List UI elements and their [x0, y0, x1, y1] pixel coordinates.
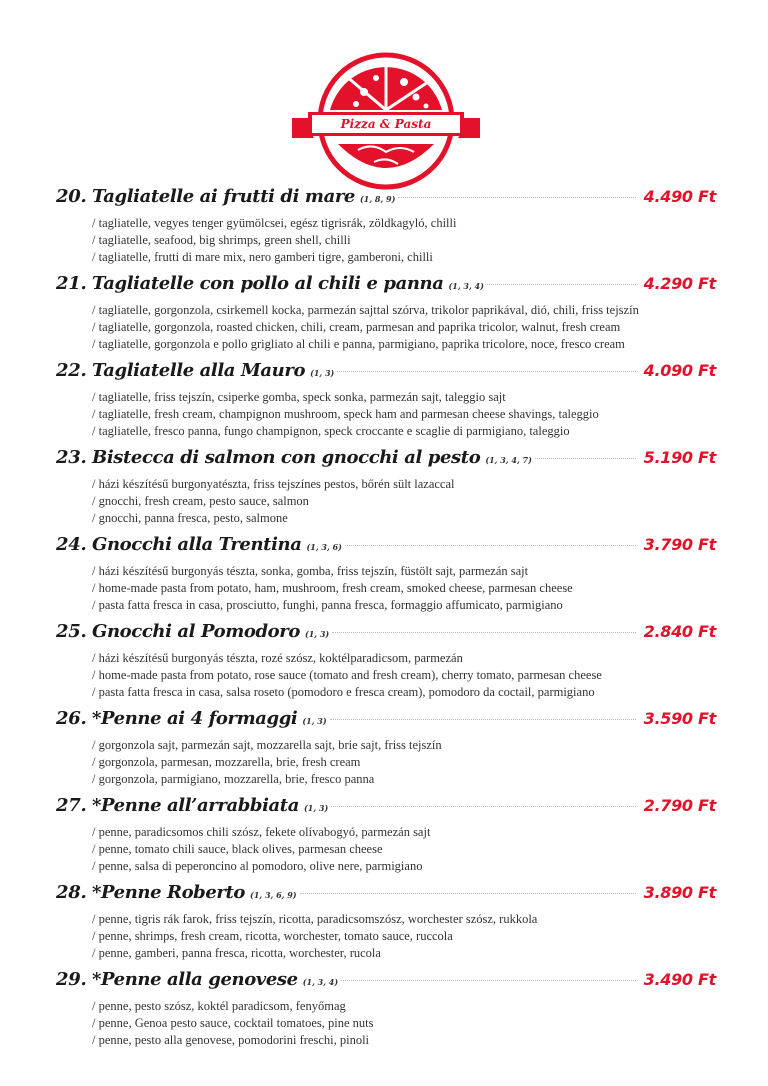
item-allergens: (1, 3, 6, 9)	[250, 890, 297, 900]
item-spacer	[56, 353, 716, 360]
item-allergens: (1, 3, 4)	[448, 281, 484, 291]
item-allergens: (1, 8, 9)	[359, 194, 396, 204]
menu-item-header	[56, 621, 716, 650]
dotted-leader	[330, 719, 636, 720]
menu-item	[56, 186, 716, 273]
item-description-line: / penne, salsa di peperoncino al pomodoro, olive nere, parmigiano	[92, 859, 423, 873]
menu-item	[56, 534, 716, 621]
item-price: 3.790 Ft	[643, 535, 716, 554]
item-spacer	[56, 440, 716, 447]
item-description-line: / gnocchi, fresh cream, pesto sauce, salmon	[92, 494, 309, 508]
item-allergens: (1, 3, 6)	[306, 542, 342, 552]
item-allergens: (1, 3, 4)	[302, 977, 339, 987]
menu-item-header	[56, 186, 716, 215]
item-name: Gnocchi al Pomodoro	[92, 621, 300, 642]
item-description-line: / penne, Genoa pesto sauce, cocktail tomatoes, pine nuts	[92, 1016, 374, 1030]
item-description-line: / penne, tomato chili sauce, black olives, parmesan cheese	[92, 842, 383, 856]
item-name: *Penne ai 4 formaggi	[92, 708, 298, 729]
menu-item	[56, 447, 716, 534]
item-price: 5.190 Ft	[643, 448, 716, 467]
dotted-leader	[535, 458, 636, 459]
logo-text: Pizza & Pasta	[340, 117, 432, 131]
dotted-leader	[300, 893, 636, 894]
item-number: 29.	[56, 969, 87, 990]
menu-item-header	[56, 273, 716, 302]
dotted-leader	[337, 371, 636, 372]
menu-item-header	[56, 795, 716, 824]
item-description-line: / tagliatelle, gorgonzola, csirkemell kocka, parmezán sajttal szórva, trikolor paprikával, dió, chili, friss tejszín	[92, 303, 639, 317]
item-description-line: / házi készítésű burgonyás tészta, rozé szósz, koktélparadicsom, parmezán	[92, 651, 463, 665]
item-price: 3.890 Ft	[643, 883, 716, 902]
item-description-line: / penne, pesto alla genovese, pomodorini freschi, pinoli	[92, 1033, 370, 1047]
menu-item	[56, 360, 716, 447]
item-allergens: (1, 3)	[310, 368, 335, 378]
item-name: Gnocchi alla Trentina	[92, 534, 302, 555]
item-name: *Penne alla genovese	[92, 969, 298, 990]
item-number: 23.	[56, 447, 87, 468]
item-description-line: / penne, shrimps, fresh cream, ricotta, worchester, tomato sauce, ruccola	[92, 929, 453, 943]
item-price: 3.490 Ft	[643, 970, 716, 989]
menu-list	[56, 186, 716, 1049]
item-description-line: / házi készítésű burgonyás tészta, sonka, gomba, friss tejszín, füstölt sajt, parmezán sajt	[92, 564, 529, 578]
item-number: 25.	[56, 621, 87, 642]
item-price: 4.090 Ft	[643, 361, 716, 380]
item-description-line: / tagliatelle, fresh cream, champignon mushroom, speck ham and parmesan cheese shavings, taleggio	[92, 407, 599, 421]
menu-item-header	[56, 882, 716, 911]
item-allergens: (1, 3)	[303, 803, 329, 813]
item-description-line: / gorgonzola sajt, parmezán sajt, mozzarella sajt, brie sajt, friss tejszín	[92, 738, 442, 752]
menu-item-header	[56, 360, 716, 389]
item-description-line: / tagliatelle, gorgonzola e pollo grigliato al chili e panna, parmigiano, paprika tricolore, noce, fresco cream	[92, 337, 625, 351]
dotted-leader	[398, 197, 636, 198]
item-spacer	[56, 614, 716, 621]
item-description-line: / tagliatelle, seafood, big shrimps, green shell, chilli	[92, 233, 351, 247]
item-name: Tagliatelle ai frutti di mare	[92, 186, 355, 207]
item-price: 4.290 Ft	[643, 274, 716, 293]
item-description-line: / pasta fatta fresca in casa, salsa roseto (pomodoro e fresca cream), pomodoro da coctail, parmigiano	[92, 685, 595, 699]
item-name: *Penne Roberto	[92, 882, 246, 903]
item-allergens: (1, 3)	[302, 716, 327, 726]
item-name: Bistecca di salmon con gnocchi al pesto	[92, 447, 481, 468]
item-description-line: / tagliatelle, fresco panna, fungo champignon, speck croccante e scaglie di parmigiano, taleggio	[92, 424, 570, 438]
item-description-line: / penne, tigris rák farok, friss tejszín, ricotta, paradicsomszósz, worchester szósz, rukkola	[92, 912, 538, 926]
item-price: 4.490 Ft	[643, 187, 716, 206]
item-name: Tagliatelle alla Mauro	[92, 360, 306, 381]
item-description-line: / gnocchi, panna fresca, pesto, salmone	[92, 511, 288, 525]
item-number: 28.	[56, 882, 87, 903]
item-allergens: (1, 3)	[304, 629, 330, 639]
item-spacer	[56, 962, 716, 969]
item-price: 2.840 Ft	[643, 622, 716, 641]
item-description-line: / penne, pesto szósz, koktél paradicsom, fenyőmag	[92, 999, 346, 1013]
item-description-line: / tagliatelle, gorgonzola, roasted chicken, chili, cream, parmesan and paprika tricolor, walnut, fresh cream	[92, 320, 621, 334]
menu-item-header	[56, 969, 716, 998]
menu-item	[56, 621, 716, 708]
item-number: 26.	[56, 708, 87, 729]
menu-item-header	[56, 447, 716, 476]
dotted-leader	[345, 545, 636, 546]
item-spacer	[56, 875, 716, 882]
item-spacer	[56, 701, 716, 708]
menu-item	[56, 969, 716, 1049]
menu-item	[56, 882, 716, 969]
item-number: 21.	[56, 273, 87, 294]
item-spacer	[56, 788, 716, 795]
item-description-line: / gorgonzola, parmesan, mozzarella, brie, fresh cream	[92, 755, 361, 769]
dotted-leader	[331, 806, 636, 807]
menu-item-header	[56, 534, 716, 563]
item-description-line: / home-made pasta from potato, rose sauce (tomato and fresh cream), cherry tomato, parmesan cheese	[92, 668, 602, 682]
dotted-leader	[332, 632, 636, 633]
item-description-line: / penne, paradicsomos chili szósz, fekete olívabogyó, parmezán sajt	[92, 825, 431, 839]
menu-item-header	[56, 708, 716, 737]
item-number: 24.	[56, 534, 87, 555]
item-name: Tagliatelle con pollo al chili e panna	[92, 273, 444, 294]
item-description-line: / tagliatelle, frutti di mare mix, nero gamberi tigre, gamberoni, chilli	[92, 250, 433, 264]
menu-item	[56, 273, 716, 360]
item-description-line: / home-made pasta from potato, ham, mushroom, fresh cream, smoked cheese, parmesan cheese	[92, 581, 573, 595]
item-price: 2.790 Ft	[643, 796, 716, 815]
item-allergens: (1, 3, 4, 7)	[485, 455, 532, 465]
item-number: 20.	[56, 186, 87, 207]
item-description-line: / tagliatelle, vegyes tenger gyümölcsei, egész tigrisrák, zöldkagyló, chilli	[92, 216, 457, 230]
menu-item	[56, 795, 716, 882]
item-number: 22.	[56, 360, 87, 381]
item-description-line: / penne, gamberi, panna fresca, ricotta, worchester, rucola	[92, 946, 381, 960]
item-description-line: / pasta fatta fresca in casa, prosciutto, funghi, panna fresca, formaggio affumicato, parmigiano	[92, 598, 563, 612]
item-description-line: / tagliatelle, friss tejszín, csiperke gomba, speck sonka, parmezán sajt, taleggio sajt	[92, 390, 506, 404]
item-price: 3.590 Ft	[643, 709, 716, 728]
item-number: 27.	[56, 795, 87, 816]
dotted-leader	[341, 980, 636, 981]
pizza-pasta-logo	[286, 52, 486, 190]
item-spacer	[56, 266, 716, 273]
item-spacer	[56, 527, 716, 534]
item-description-line: / gorgonzola, parmigiano, mozzarella, brie, fresco panna	[92, 772, 375, 786]
item-description-line: / házi készítésű burgonyatészta, friss tejszínes pestos, bőrén sült lazaccal	[92, 477, 455, 491]
menu-item	[56, 708, 716, 795]
dotted-leader	[487, 284, 636, 285]
item-name: *Penne all’arrabbiata	[92, 795, 299, 816]
